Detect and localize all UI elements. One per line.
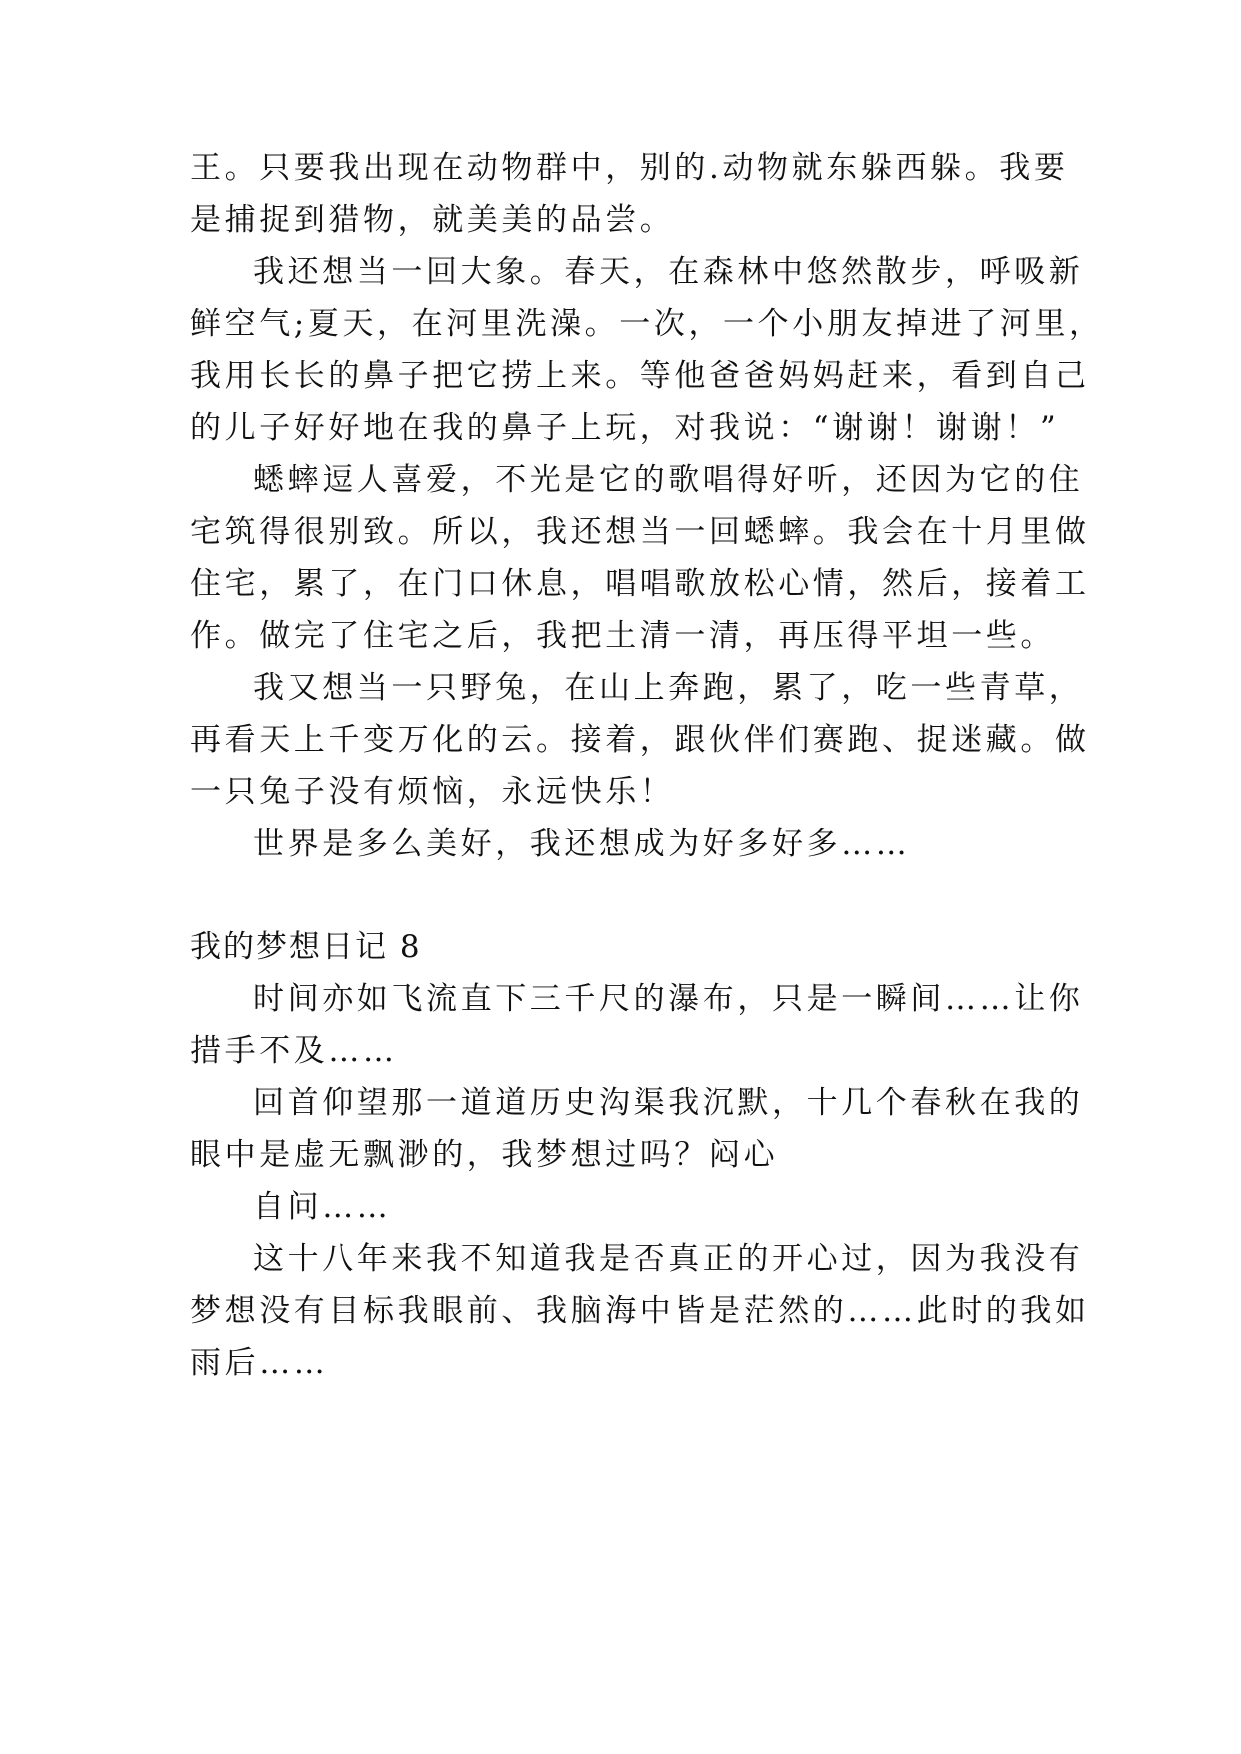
- paragraph-line: 再看天上千变万化的云。接着，跟伙伴们赛跑、捉迷藏。做: [190, 722, 1090, 758]
- section-heading: 我的梦想日记 8: [190, 929, 422, 965]
- paragraph-line: 作。做完了住宅之后，我把土清一清，再压得平坦一些。: [190, 618, 1055, 654]
- paragraph-line: 这十八年来我不知道我是否真正的开心过，因为我没有: [253, 1241, 1084, 1277]
- paragraph-line: 鲜空气;夏天，在河里洗澡。一次，一个小朋友掉进了河里，: [190, 306, 1104, 342]
- paragraph-line: 的儿子好好地在我的鼻子上玩，对我说：“谢谢！谢谢！”: [190, 410, 1060, 446]
- paragraph-line: 宅筑得很别致。所以，我还想当一回蟋蟀。我会在十月里做: [190, 514, 1090, 550]
- paragraph-line: 措手不及……: [190, 1033, 398, 1069]
- paragraph-line: 世界是多么美好，我还想成为好多好多……: [253, 826, 911, 862]
- paragraph-line: 回首仰望那一道道历史沟渠我沉默，十几个春秋在我的: [253, 1085, 1084, 1121]
- paragraph-line: 雨后……: [190, 1345, 329, 1381]
- paragraph-line: 时间亦如飞流直下三千尺的瀑布，只是一瞬间……让你: [253, 981, 1084, 1017]
- paragraph-line: 我还想当一回大象。春天，在森林中悠然散步，呼吸新: [253, 254, 1084, 290]
- paragraph-line: 眼中是虚无飘渺的，我梦想过吗？闷心: [190, 1137, 779, 1173]
- paragraph-line: 是捕捉到猎物，就美美的品尝。: [190, 202, 675, 238]
- paragraph-line: 蟋蟀逗人喜爱，不光是它的歌唱得好听，还因为它的住: [253, 462, 1084, 498]
- paragraph-line: 王。只要我出现在动物群中，别的.动物就东躲西躲。我要: [190, 150, 1069, 186]
- paragraph-line: 住宅，累了，在门口休息，唱唱歌放松心情，然后，接着工: [190, 566, 1090, 602]
- paragraph-line: 梦想没有目标我眼前、我脑海中皆是茫然的……此时的我如: [190, 1293, 1090, 1329]
- paragraph-line: 自问……: [253, 1189, 392, 1225]
- paragraph-line: 一只兔子没有烦恼，永远快乐！: [190, 774, 675, 810]
- paragraph-line: 我用长长的鼻子把它捞上来。等他爸爸妈妈赶来，看到自己: [190, 358, 1090, 394]
- paragraph-line: 我又想当一只野兔，在山上奔跑，累了，吃一些青草，: [253, 670, 1084, 706]
